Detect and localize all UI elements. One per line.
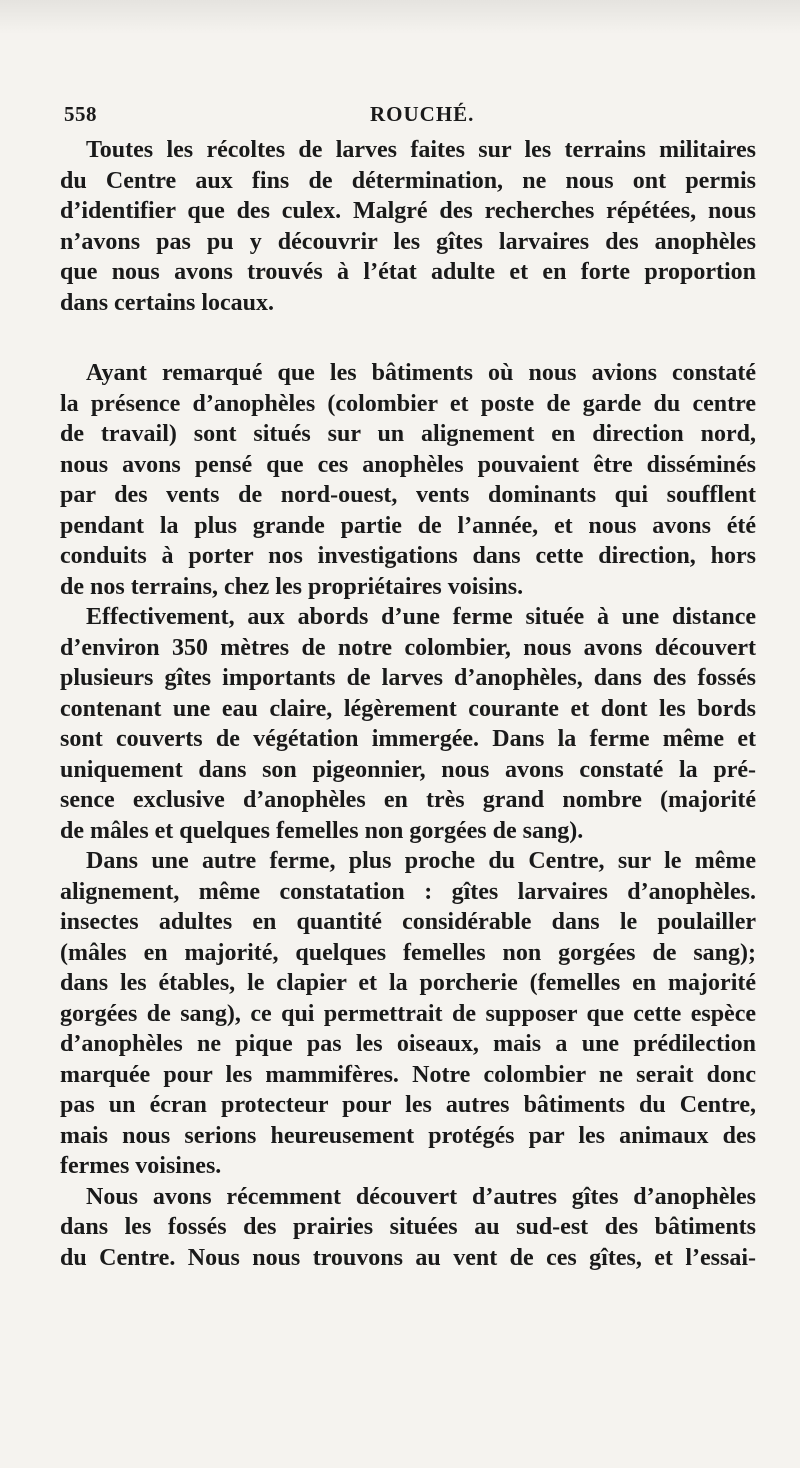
page-top-edge xyxy=(0,0,800,34)
text-line: du Centre aux fins de détermination, ne nous ont permis xyxy=(60,167,756,194)
text-line: n’avons pas pu y découvrir les gîtes larvaires des anophèles xyxy=(60,228,756,255)
text-line: dans les étables, le clapier et la porcherie (femelles en majorité xyxy=(60,970,756,996)
body-text xyxy=(60,135,756,1273)
text-line: Toutes les récoltes de larves faites sur les terrains militaires xyxy=(86,137,756,163)
text-line: sence exclusive d’anophèles en très grand nombre (majorité xyxy=(60,787,756,813)
text-line: marquée pour les mammifères. Notre colombier ne serait donc xyxy=(60,1061,756,1088)
text-line: de nos terrains, chez les propriétaires voisins. xyxy=(60,573,524,600)
text-line: fermes voisines. xyxy=(60,1153,222,1179)
text-line: dans les fossés des prairies situées au sud-est des bâtiments xyxy=(60,1214,756,1240)
paragraph-5 xyxy=(60,1182,756,1274)
text-line: la présence d’anophèles (colombier et poste de garde du centre xyxy=(60,390,756,417)
text-line: plusieurs gîtes importants de larves d’anophèles, dans des fossés xyxy=(60,665,756,691)
text-line: de travail) sont situés sur un alignement en direction nord, xyxy=(60,421,756,447)
paragraph-2 xyxy=(60,358,756,602)
text-line: pas un écran protecteur pour les autres bâtiments du Centre, xyxy=(60,1092,756,1118)
text-line: gorgées de sang), ce qui permettrait de supposer que cette espèce xyxy=(60,1000,756,1027)
text-line: (mâles en majorité, quelques femelles non gorgées de sang); xyxy=(60,939,756,966)
page-number: 558 xyxy=(64,102,97,126)
text-line: d’anophèles ne pique pas les oiseaux, mais a une prédilection xyxy=(60,1031,756,1057)
text-line: Effectivement, aux abords d’une ferme située à une distance xyxy=(86,604,756,630)
text-line: pendant la plus grande partie de l’année, et nous avons été xyxy=(60,512,756,539)
text-line: Dans une autre ferme, plus proche du Centre, sur le même xyxy=(86,848,756,874)
text-line: nous avons pensé que ces anophèles pouvaient être disséminés xyxy=(60,451,756,478)
paragraph-gap xyxy=(60,318,756,358)
text-line: par des vents de nord-ouest, vents dominants qui soufflent xyxy=(60,482,756,508)
text-line: insectes adultes en quantité considérable dans le poulailler xyxy=(60,909,756,935)
text-line: dans certains locaux. xyxy=(60,289,275,316)
page-header xyxy=(64,102,744,132)
text-line: Nous avons récemment découvert d’autres gîtes d’anophèles xyxy=(86,1183,756,1210)
text-line: uniquement dans son pigeonnier, nous avons constaté la pré- xyxy=(60,756,756,783)
text-line: conduits à porter nos investigations dans cette direction, hors xyxy=(60,543,756,569)
text-line: d’environ 350 mètres de notre colombier, nous avons découvert xyxy=(60,634,756,661)
text-line: que nous avons trouvés à l’état adulte et en forte proportion xyxy=(60,259,756,285)
text-line: Ayant remarqué que les bâtiments où nous avions constaté xyxy=(86,360,756,386)
paragraph-1 xyxy=(60,135,756,318)
running-head: ROUCHÉ. xyxy=(370,102,475,126)
paragraph-3 xyxy=(60,602,756,846)
text-line: mais nous serions heureusement protégés par les animaux des xyxy=(60,1122,756,1149)
text-line: alignement, même constatation : gîtes larvaires d’anophèles. xyxy=(60,878,756,905)
text-line: contenant une eau claire, légèrement courante et dont les bords xyxy=(60,695,756,722)
text-line: d’identifier que des culex. Malgré des recherches répétées, nous xyxy=(60,198,756,224)
text-line: de mâles et quelques femelles non gorgées de sang). xyxy=(60,817,584,844)
text-line: sont couverts de végétation immergée. Dans la ferme même et xyxy=(60,726,756,752)
paragraph-4 xyxy=(60,846,756,1182)
text-line: du Centre. Nous nous trouvons au vent de ces gîtes, et l’essai- xyxy=(60,1244,756,1271)
